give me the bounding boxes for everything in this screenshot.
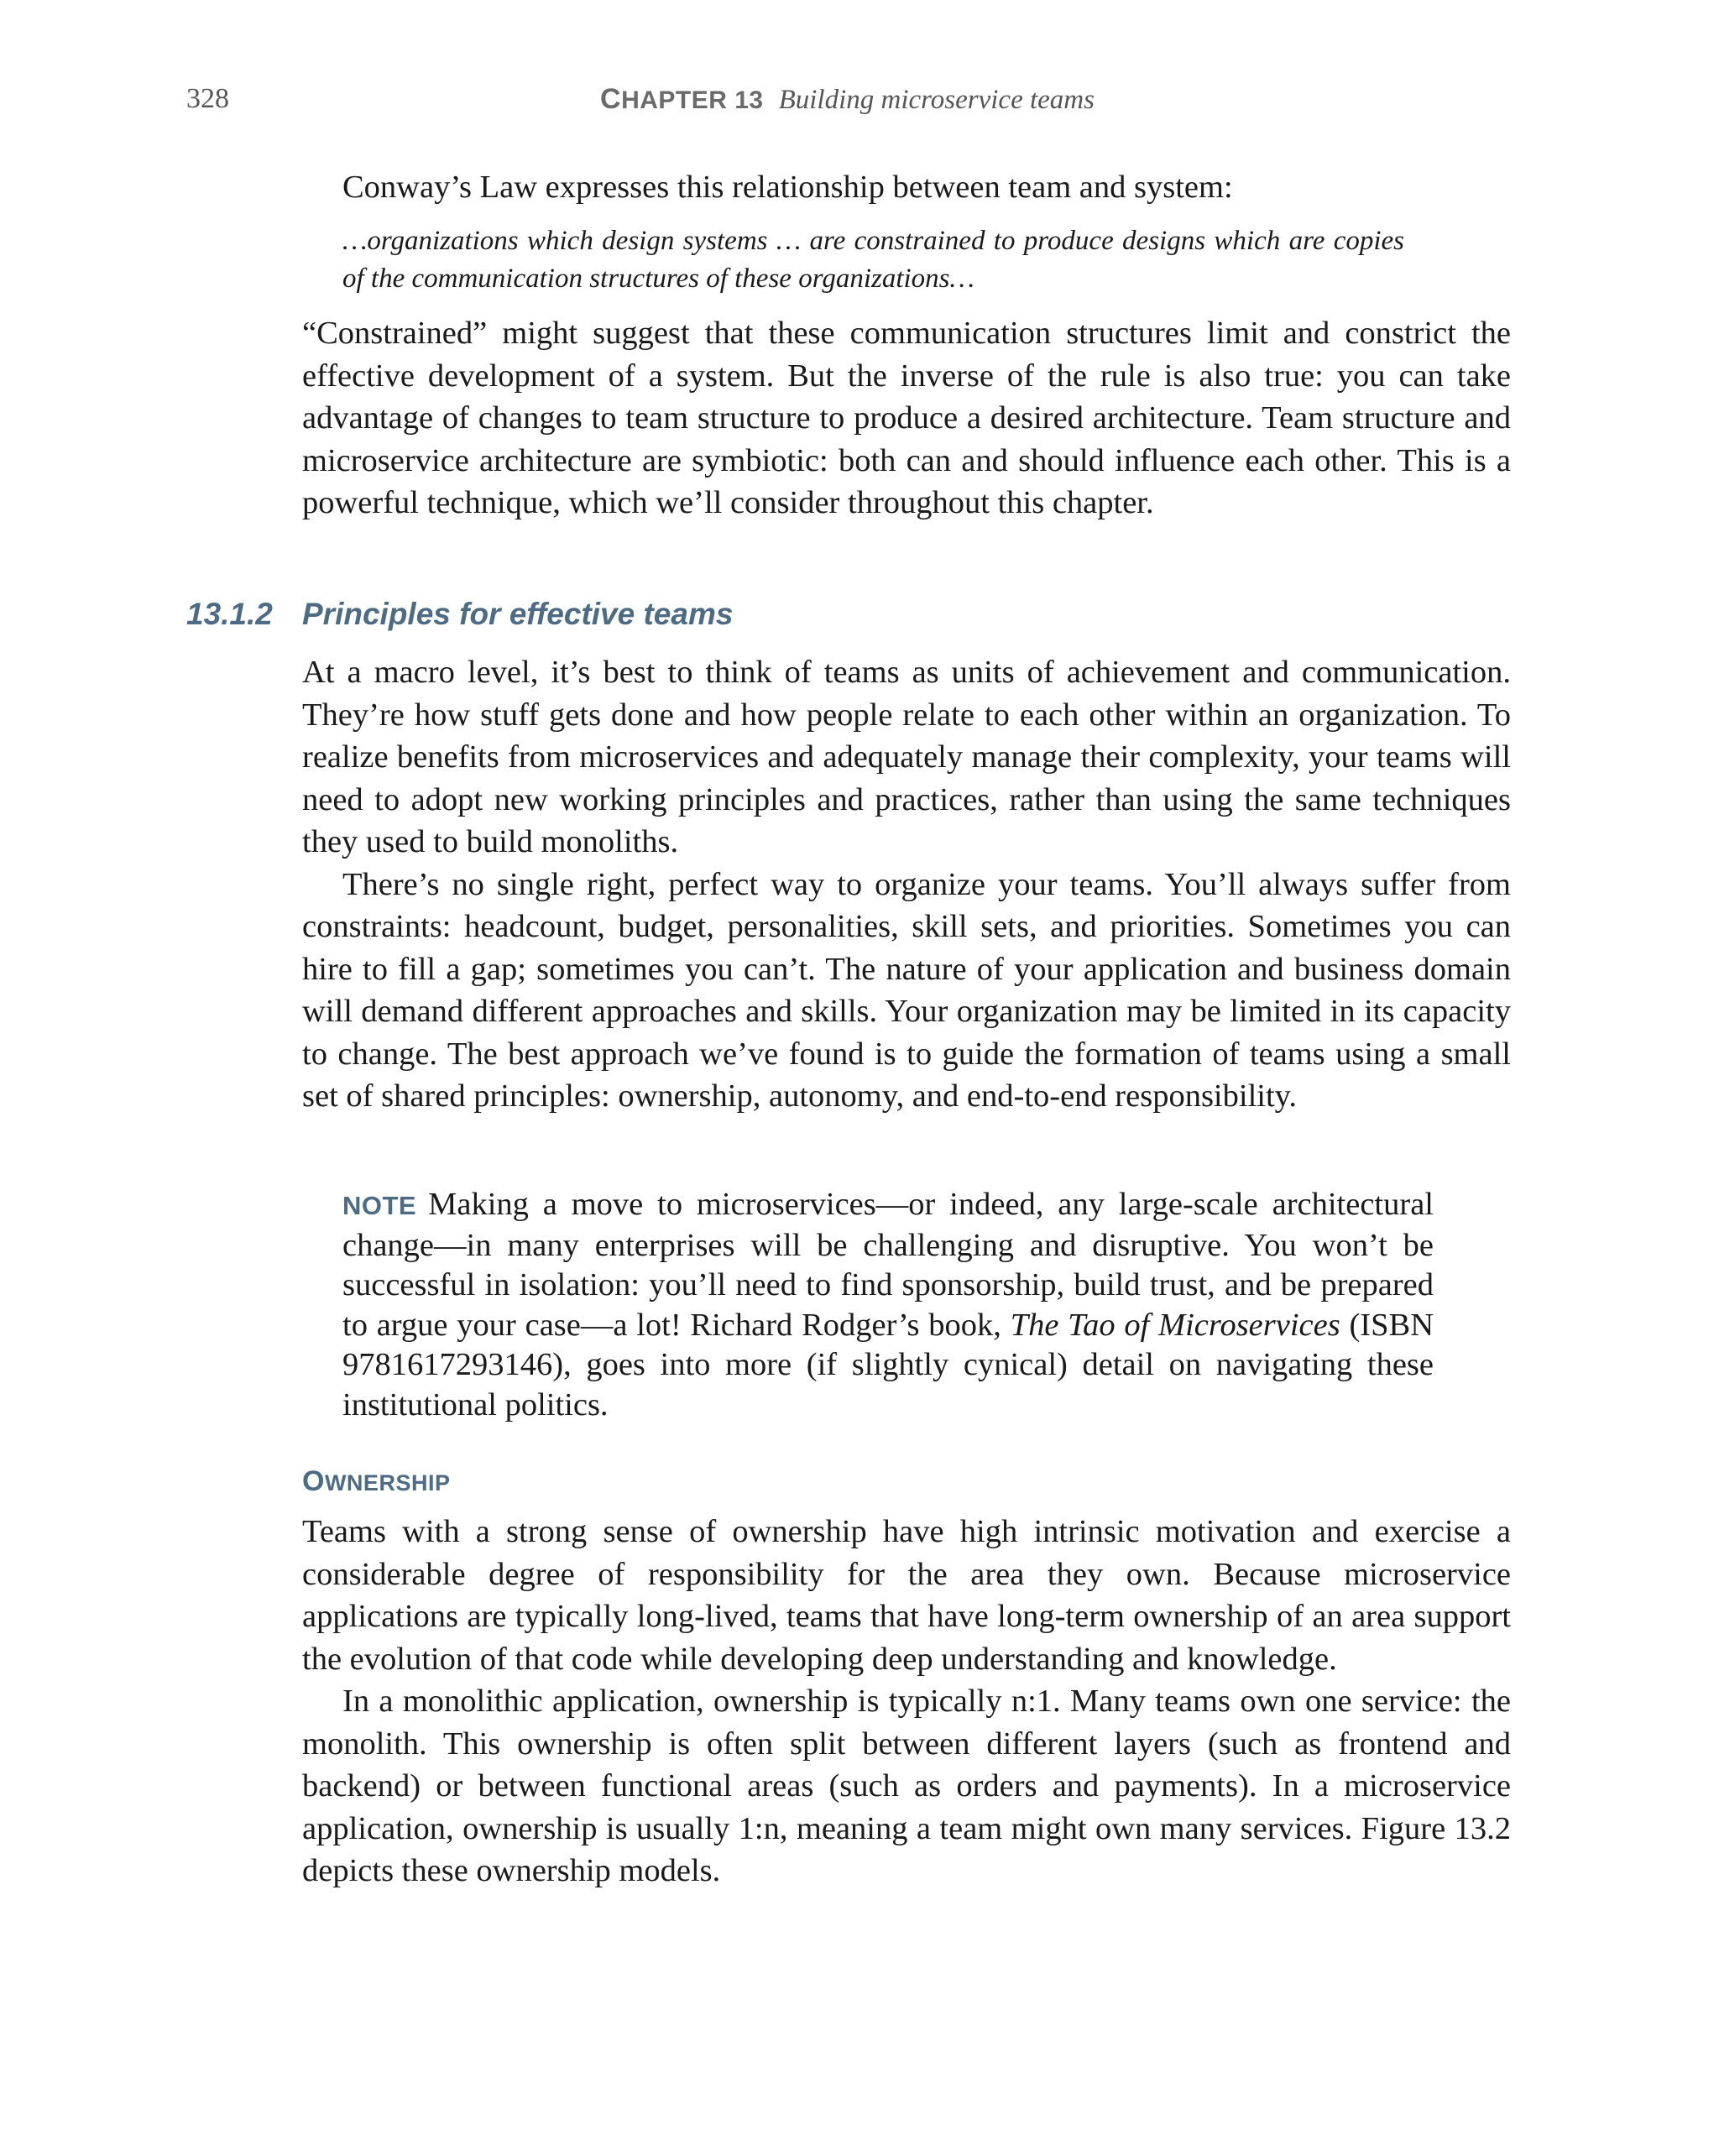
section-number: 13.1.2	[186, 597, 273, 631]
ownership-heading-rest: WNERSHIP	[324, 1470, 451, 1496]
note-label: NOTE	[342, 1191, 417, 1220]
ownership-body	[302, 1511, 1511, 1892]
note-text-after: (ISBN 9781617293146), goes into more (if slightly cynical) detail on navigating these institutional politics.	[342, 1307, 1434, 1423]
ownership-paragraph-2: In a monolithic application, ownership is typically n:1. Many teams own one service: the monolith. This ownership is often split between different layers (such as frontend and backend) or between functional areas (such as orders and payments). In a microservice application, ownership is usually 1:n, meaning a team might own many services. Figure 13.2 depicts these ownership models.	[302, 1684, 1511, 1888]
intro-paragraph	[302, 312, 1511, 525]
chapter-label-initial: C	[600, 83, 622, 115]
intro-paragraph-text: “Constrained” might suggest that these communication structures limit and constrict the effective development of a system. But the inverse of the rule is also true: you can take advantage of changes to team structure to produce a desired architecture. Team structure and microservice architecture are symbiotic: both can and should influence each other. This is a powerful technique, which we’ll consider throughout this chapter.	[302, 316, 1511, 520]
note-box	[342, 1185, 1434, 1425]
conway-quote-text: …organizations which design systems … are constrained to produce designs which are copies of the communication structures of these organizations…	[342, 226, 1404, 294]
note-text	[342, 1185, 1434, 1425]
chapter-label	[600, 83, 764, 115]
note-book-title: The Tao of Microservices	[1010, 1307, 1340, 1343]
ownership-paragraph-1: Teams with a strong sense of ownership have high intrinsic motivation and exercise a considerable degree of responsibility for the area they own. Because microservice applications are typically long-lived, teams that have long-term ownership of an area support the evolution of that code while developing deep understanding and knowledge.	[302, 1514, 1511, 1677]
running-head	[600, 82, 1095, 122]
section-paragraph-1: At a macro level, it’s best to think of teams as units of achievement and communication. They’re how stuff gets done and how people relate to each other within an organization. To realize benefits from microservices and adequately manage their complexity, your teams will need to adopt new working principles and practices, rather than using the same techniques they used to build monoliths.	[302, 655, 1511, 859]
note-text-before: Making a move to microservices—or indeed, any large-scale architectural change—in many enterprises will be challenging and disruptive. You won’t be successful in isolation: you’ll need to find sponsorship, build trust, and be prepared to argue your case—a lot! Richard Rodger’s book,	[342, 1187, 1434, 1343]
conway-lead-text: Conway’s Law expresses this relationship between team and system:	[342, 170, 1233, 205]
ownership-heading	[302, 1464, 450, 1500]
chapter-label-rest: HAPTER 13	[621, 86, 764, 114]
section-title: Principles for effective teams	[302, 597, 734, 631]
conway-quote	[342, 222, 1404, 298]
chapter-title: Building microservice teams	[778, 85, 1095, 115]
ownership-heading-initial: O	[302, 1465, 325, 1497]
page-number: 328	[186, 83, 229, 114]
section-heading	[186, 594, 733, 634]
conway-lead	[342, 166, 1518, 209]
section-paragraph-2: There’s no single right, perfect way to organize your teams. You’ll always suffer from constraints: headcount, budget, personalities, skill sets, and priorities. Sometimes you can hire to fill a gap; sometimes you can’t. The nature of your application and business domain will demand different approaches and skills. Your organization may be limited in its capacity to change. The best approach we’ve found is to guide the formation of teams using a small set of shared principles: ownership, autonomy, and end-to-end responsibility.	[302, 866, 1511, 1114]
section-body	[302, 651, 1511, 1118]
